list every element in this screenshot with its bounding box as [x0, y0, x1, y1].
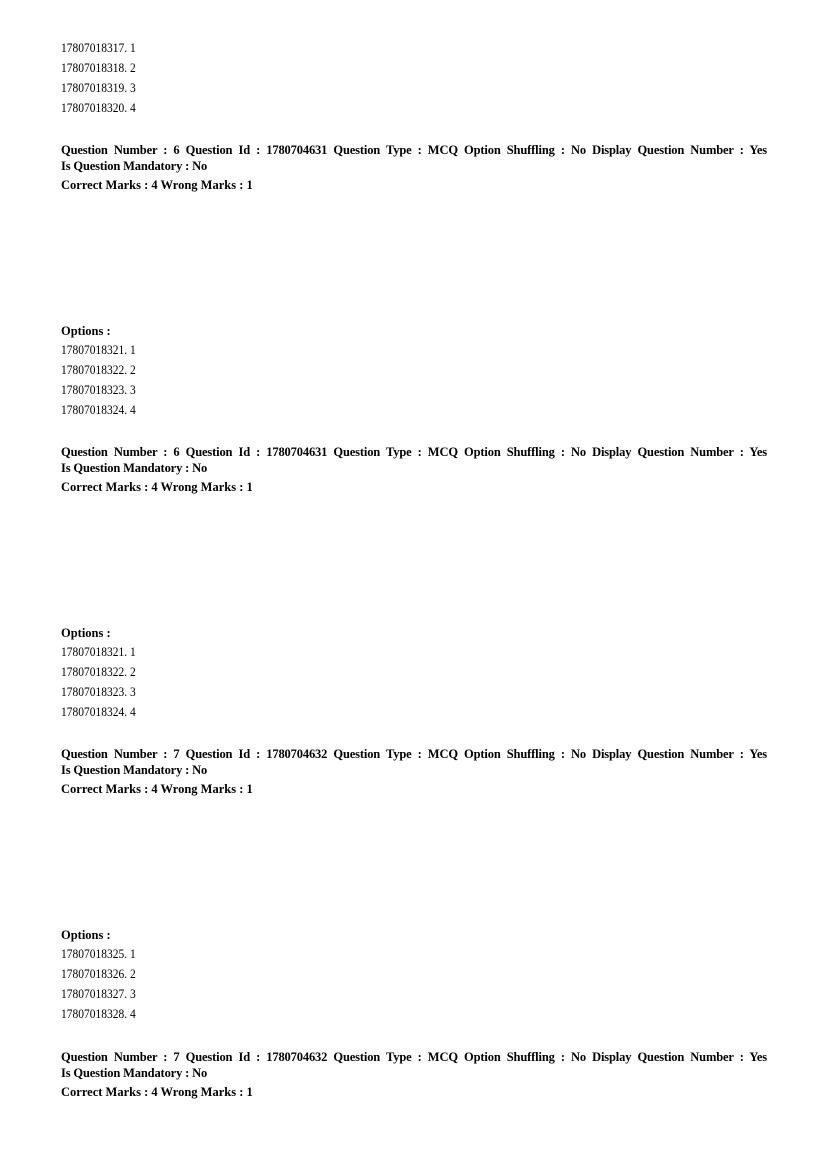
question-block: [61, 444, 781, 496]
options-list: [61, 322, 781, 420]
question-header: [61, 746, 781, 778]
option-item: 17807018328. 4: [61, 1007, 136, 1021]
option-item: 17807018318. 2: [61, 61, 136, 75]
question-meta-line: Question Number : 7 Question Id : 1780704632 Question Type : MCQ Option Shuffling : No Display Question Number : Yes: [61, 1050, 767, 1064]
leading-options-list: [61, 38, 781, 118]
question-meta-line: Question Number : 7 Question Id : 1780704632 Question Type : MCQ Option Shuffling : No Display Question Number : Yes: [61, 747, 767, 761]
question-header: [61, 444, 781, 476]
option-item: 17807018324. 4: [61, 403, 136, 417]
option-item: 17807018321. 1: [61, 645, 136, 659]
options-list: [61, 624, 781, 722]
question-block: [61, 746, 781, 798]
question-mandatory-line: Is Question Mandatory : No: [61, 1066, 208, 1080]
option-item: 17807018322. 2: [61, 363, 136, 377]
question-header: [61, 1049, 781, 1081]
option-item: 17807018321. 1: [61, 343, 136, 357]
option-item: 17807018327. 3: [61, 987, 136, 1001]
option-item: 17807018323. 3: [61, 685, 136, 699]
question-meta-line: Question Number : 6 Question Id : 1780704631 Question Type : MCQ Option Shuffling : No Display Question Number : Yes: [61, 143, 767, 157]
question-marks: Correct Marks : 4 Wrong Marks : 1: [61, 178, 253, 192]
question-block: [61, 1049, 781, 1101]
option-item: 17807018320. 4: [61, 101, 136, 115]
option-item: 17807018317. 1: [61, 41, 136, 55]
option-item: 17807018324. 4: [61, 705, 136, 719]
question-block: [61, 142, 781, 194]
question-mandatory-line: Is Question Mandatory : No: [61, 763, 208, 777]
option-item: 17807018323. 3: [61, 383, 136, 397]
option-item: 17807018326. 2: [61, 967, 136, 981]
option-item: 17807018322. 2: [61, 665, 136, 679]
question-meta-line: Question Number : 6 Question Id : 1780704631 Question Type : MCQ Option Shuffling : No Display Question Number : Yes: [61, 445, 767, 459]
question-marks: Correct Marks : 4 Wrong Marks : 1: [61, 1085, 253, 1099]
question-header: [61, 142, 781, 174]
option-item: 17807018319. 3: [61, 81, 136, 95]
options-list: [61, 926, 781, 1024]
options-label: Options :: [61, 626, 111, 640]
options-label: Options :: [61, 928, 111, 942]
options-label: Options :: [61, 324, 111, 338]
question-marks: Correct Marks : 4 Wrong Marks : 1: [61, 480, 253, 494]
question-mandatory-line: Is Question Mandatory : No: [61, 461, 208, 475]
question-marks: Correct Marks : 4 Wrong Marks : 1: [61, 782, 253, 796]
option-item: 17807018325. 1: [61, 947, 136, 961]
question-mandatory-line: Is Question Mandatory : No: [61, 159, 208, 173]
